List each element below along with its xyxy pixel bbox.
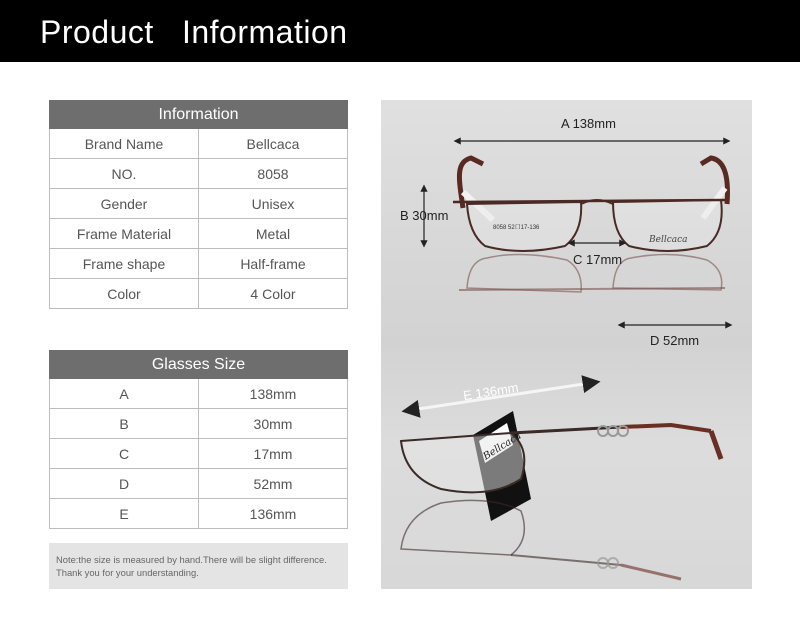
row-value: 17mm bbox=[199, 439, 348, 469]
information-table bbox=[49, 100, 348, 309]
table-row bbox=[50, 439, 348, 469]
temple-model-print: 8058 52口17-136 bbox=[493, 225, 540, 231]
table-row bbox=[50, 189, 348, 219]
row-value: Half-frame bbox=[199, 249, 348, 279]
table-row bbox=[50, 219, 348, 249]
glasses-front-photo bbox=[381, 100, 752, 349]
page-title: Product Information bbox=[40, 14, 348, 50]
row-value: 136mm bbox=[199, 499, 348, 529]
table-row bbox=[50, 249, 348, 279]
row-label: A bbox=[50, 379, 199, 409]
header-banner bbox=[0, 0, 800, 62]
dimension-e-label: E 136mm bbox=[462, 379, 520, 404]
glasses-side-illustration bbox=[381, 349, 752, 589]
dimension-d-label: D 52mm bbox=[650, 333, 700, 348]
dimension-b-label: B 30mm bbox=[400, 208, 449, 223]
row-value: 30mm bbox=[199, 409, 348, 439]
row-label: Brand Name bbox=[50, 129, 199, 159]
row-value: Bellcaca bbox=[199, 129, 348, 159]
row-value: Unisex bbox=[199, 189, 348, 219]
dimension-a-label: A 138mm bbox=[561, 116, 616, 131]
row-label: Frame Material bbox=[50, 219, 199, 249]
row-value: 138mm bbox=[199, 379, 348, 409]
row-label: D bbox=[50, 469, 199, 499]
row-value: 52mm bbox=[199, 469, 348, 499]
glasses-side-photo bbox=[381, 349, 752, 589]
table-row bbox=[50, 159, 348, 189]
note-line: Note:the size is measured by hand.There will be slight difference. bbox=[56, 554, 327, 565]
table-row bbox=[50, 279, 348, 309]
measurement-note bbox=[49, 543, 348, 589]
row-label: C bbox=[50, 439, 199, 469]
table-row bbox=[50, 379, 348, 409]
dimension-c-label: C 17mm bbox=[573, 252, 623, 267]
table-row bbox=[50, 469, 348, 499]
row-label: E bbox=[50, 499, 199, 529]
row-label: B bbox=[50, 409, 199, 439]
glasses-size-table bbox=[49, 350, 348, 529]
row-label: Color bbox=[50, 279, 199, 309]
information-table-title: Information bbox=[50, 101, 348, 129]
row-value: 8058 bbox=[199, 159, 348, 189]
glasses-front-illustration bbox=[381, 100, 752, 349]
row-label: Gender bbox=[50, 189, 199, 219]
glasses-size-table-title: Glasses Size bbox=[50, 351, 348, 379]
lens-brand-print: Bellcaca bbox=[649, 235, 688, 245]
table-row bbox=[50, 499, 348, 529]
table-row bbox=[50, 129, 348, 159]
row-value: Metal bbox=[199, 219, 348, 249]
note-line: Thank you for your understanding. bbox=[56, 566, 199, 578]
row-value: 4 Color bbox=[199, 279, 348, 309]
row-label: Frame shape bbox=[50, 249, 199, 279]
tag-brand-print: Bellcaca bbox=[481, 430, 524, 463]
row-label: NO. bbox=[50, 159, 199, 189]
table-row bbox=[50, 409, 348, 439]
